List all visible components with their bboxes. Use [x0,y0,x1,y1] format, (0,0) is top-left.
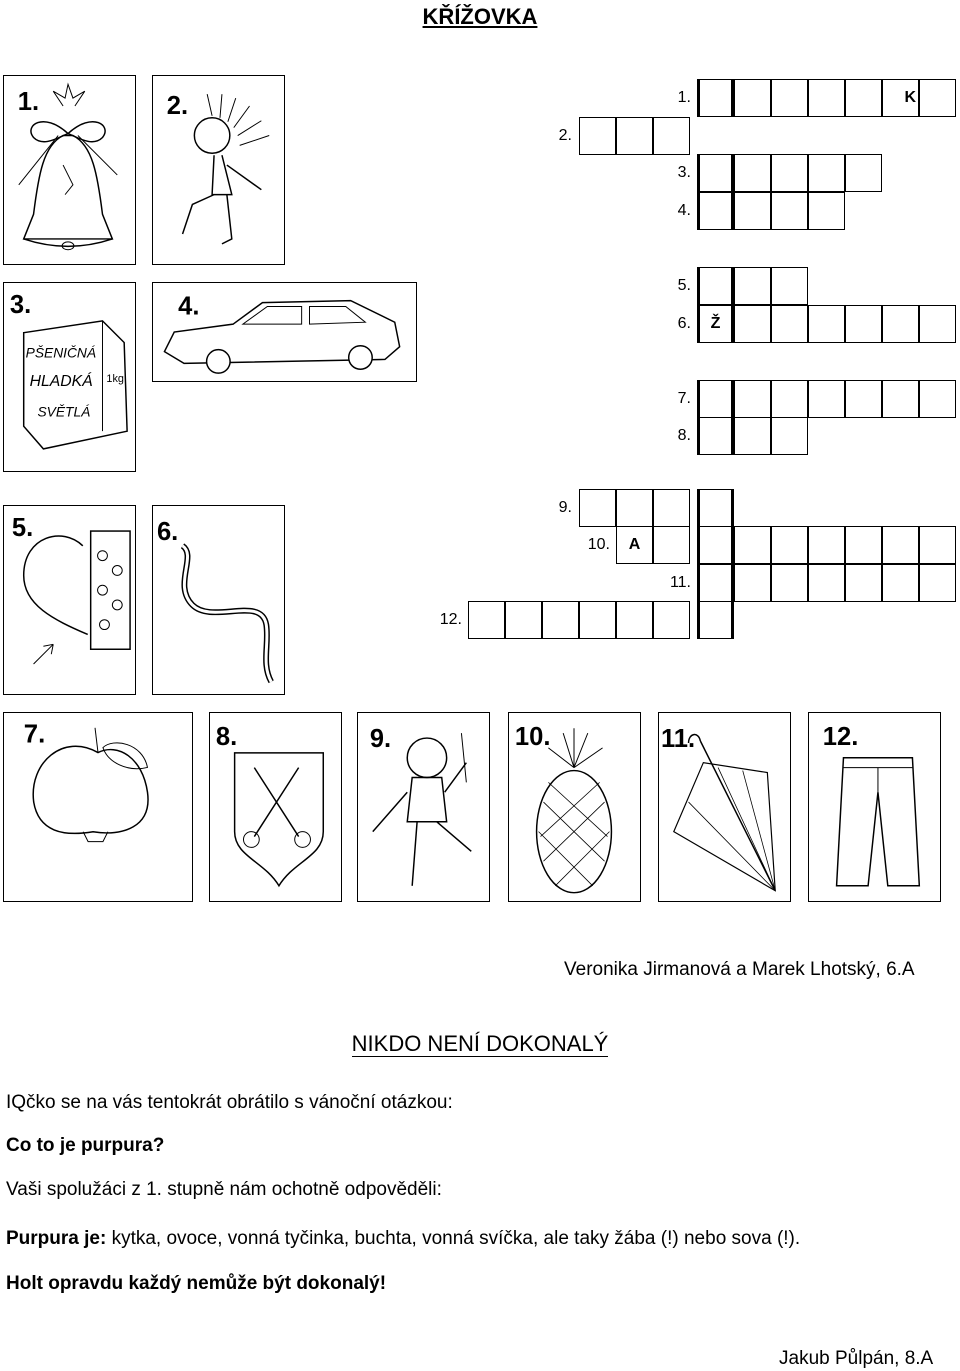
picture-number: 2. [166,91,189,120]
crossword-cell[interactable] [734,417,771,455]
crossword-cell[interactable] [808,192,845,230]
crossword-cell[interactable] [771,305,808,343]
picture-12-trousers [808,712,941,902]
crossword-cell[interactable] [505,601,542,639]
crossword-cell[interactable] [579,489,616,527]
crossword-cell[interactable] [734,154,771,192]
flour-label-1: PŠENIČNÁ [25,345,97,361]
picture-number: 12. [822,722,859,751]
crossword-cell[interactable] [697,154,734,192]
apple-icon [4,713,192,901]
crossword-cell[interactable] [919,305,956,343]
picture-1-bell [3,75,136,265]
crossword-cell[interactable] [579,601,616,639]
crossword-cell[interactable] [697,417,734,455]
crossword-cell[interactable] [808,305,845,343]
crossword-row-label: 1. [677,89,691,106]
crossword-cell[interactable] [697,267,734,305]
crossword-cell[interactable] [734,192,771,230]
picture-number: 11. [660,724,696,753]
crossword-cell[interactable] [845,526,882,564]
crossword-cell[interactable] [845,564,882,602]
intro-line: IQčko se na vás tentokrát obrátilo s vánoční otázkou: [6,1092,453,1113]
picture-number: 7. [23,720,46,749]
picture-3-flour [3,282,136,472]
crossword-cell[interactable] [653,489,690,527]
picture-number: 5. [11,513,34,542]
worm-icon [153,506,284,694]
crossword-cell[interactable] [542,601,579,639]
bell-icon [4,76,135,264]
crossword-cell[interactable] [468,601,505,639]
crossword-cell[interactable] [771,564,808,602]
picture-number: 8. [215,722,238,751]
crossword-cell[interactable] [579,117,616,155]
crossword-cell[interactable] [919,79,956,117]
crossword-cell[interactable] [653,117,690,155]
crossword-cell[interactable] [919,564,956,602]
crossword-cell[interactable] [771,267,808,305]
crossword-cell[interactable] [697,489,734,527]
section-title-text: NIKDO NENÍ DOKONALÝ [351,1031,609,1056]
flour-bag-icon [4,283,135,471]
answer-text: kytka, ovoce, vonná tyčinka, buchta, vonná svíčka, ale taky žába (!) nebo sova (!). [106,1228,801,1249]
crossword-row-label: 10. [587,536,610,553]
crossword-cell[interactable] [653,526,690,564]
crossword-row-label: 6. [677,315,691,332]
crossword-row-label: 11. [669,574,691,591]
crossword-cell[interactable] [734,526,771,564]
crossword-cell[interactable] [734,380,771,418]
crossword-cell[interactable] [882,380,919,418]
crossword-cell[interactable] [771,79,808,117]
crossword-cell[interactable] [616,601,653,639]
credit-author-2: Jakub Půlpán, 8.A [779,1348,934,1369]
crossword-cell[interactable] [845,380,882,418]
crossword-cell[interactable] [697,380,734,418]
trousers-icon [809,713,940,901]
crossword-cell[interactable] [845,305,882,343]
crossword-cell[interactable] [882,564,919,602]
crossword-cell[interactable] [697,601,734,639]
umbrella-icon [659,713,790,901]
crossword-cell[interactable] [697,192,734,230]
picture-7-apple [3,712,193,902]
crossword-cell[interactable] [734,564,771,602]
pineapple-icon [509,713,640,901]
question-line: Co to je purpura? [6,1135,165,1156]
crossword-cell[interactable] [845,154,882,192]
crossword-row-label: 9. [558,499,572,516]
crossword-row-label: 7. [677,390,691,407]
crossword-cell[interactable] [808,154,845,192]
picture-10-pineapple [508,712,641,902]
flour-label-3: SVĚTLÁ [37,404,91,420]
answers-intro: Vaši spolužáci z 1. stupně nám ochotně odpověděli: [6,1179,442,1200]
crossword-row-label: 8. [677,427,691,444]
character-icon [358,713,489,901]
answers-line [6,1228,800,1250]
picture-number: 9. [369,724,392,753]
picture-2-indian [152,75,285,265]
crossword-cell[interactable] [771,417,808,455]
crossword-given-letter: K [904,89,916,106]
crossword-cell[interactable] [697,564,734,602]
crossword-cell[interactable] [616,489,653,527]
crossword-cell[interactable] [808,380,845,418]
picture-number: 1. [17,87,40,116]
answer-label: Purpura je: [6,1228,107,1249]
crossword-cell[interactable] [808,526,845,564]
crossword-cell[interactable] [734,267,771,305]
picture-number: 3. [9,290,32,319]
crossword-cell[interactable] [771,192,808,230]
crossword-cell[interactable] [697,526,734,564]
crossword-cell[interactable] [653,601,690,639]
flour-label-2: HLADKÁ [29,372,93,390]
crossword-cell[interactable] [771,526,808,564]
credit-authors: Veronika Jirmanová a Marek Lhotský, 6.A [564,959,915,980]
crossword-cell[interactable] [808,79,845,117]
page-title: KŘÍŽOVKA [422,4,538,29]
crossword-cell[interactable] [919,526,956,564]
indian-icon [153,76,284,264]
crossword-cell[interactable] [616,117,653,155]
crossword-cell[interactable] [697,79,734,117]
crossword-cell[interactable] [771,154,808,192]
picture-4-car [152,282,417,382]
crossword-cell[interactable] [808,564,845,602]
crossword-cell[interactable]: Ž [697,305,734,343]
crossword-row-label: 2. [558,127,572,144]
crossword-row-label: 3. [677,164,691,181]
crossword-cell[interactable] [734,79,771,117]
flour-weight: 1kg [106,372,124,385]
section-title [0,1031,960,1057]
picture-9-character [357,712,490,902]
crossword-row-label: 5. [677,277,691,294]
heart-dice-icon [4,506,135,694]
crossword-cell[interactable] [882,305,919,343]
picture-6-worm [152,505,285,695]
crossword-row-label: 12. [439,611,462,628]
crossword-cell[interactable] [919,380,956,418]
crossword-cell[interactable]: A [616,526,653,564]
closing-line: Holt opravdu každý nemůže být dokonalý! [6,1273,387,1294]
crossword-cell[interactable] [771,380,808,418]
picture-number: 10. [514,722,551,751]
picture-number: 6. [156,517,179,546]
picture-5 [3,505,136,695]
crossword-cell[interactable] [882,526,919,564]
crossword-row-label: 4. [677,202,691,219]
shield-scissors-icon [210,713,341,901]
car-icon [153,283,416,381]
crossword-cell[interactable] [734,305,771,343]
picture-number: 4. [178,292,200,321]
picture-8-shield [209,712,342,902]
picture-11-umbrella [658,712,791,902]
